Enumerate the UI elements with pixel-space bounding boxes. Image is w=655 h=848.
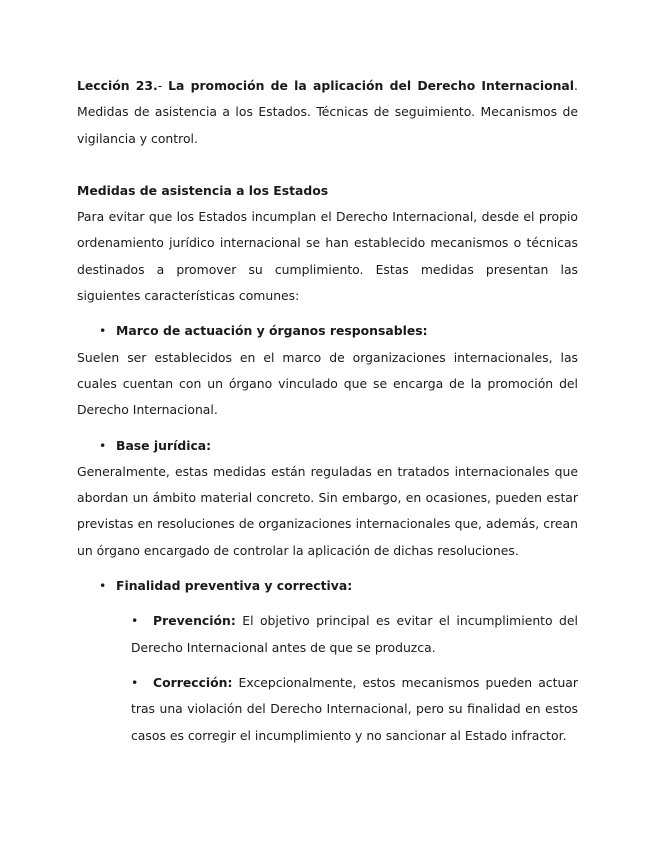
sub-bullet-item: [131, 670, 578, 749]
bullet-heading: Base jurídica:: [116, 437, 212, 453]
section-spacer: [77, 152, 578, 178]
bullet-icon: •: [99, 437, 107, 453]
bullet-body: Suelen ser establecidos en el marco de organizaciones internacionales, las cuales cuentan con un órgano vinculado que se encarga de la promoción del Derecho Internacional.: [77, 349, 578, 418]
sub-bullet-text: Excepcionalmente, estos mecanismos pueden actuar tras una violación del Derecho Internacional, pero su finalidad en estos casos es corregir el incumplimiento y no sancionar al Estado infractor.: [131, 674, 578, 743]
document-page: [77, 73, 578, 749]
lesson-label: Lección 23.: [77, 78, 158, 93]
nested-list: [77, 608, 578, 748]
bullet-heading: Marco de actuación y órganos responsables:: [116, 323, 428, 339]
lesson-topics: . Medidas de asistencia a los Estados. Técnicas de seguimiento. Mecanismos de vigilancia y control.: [77, 78, 578, 146]
section-intro: Para evitar que los Estados incumplan el Derecho Internacional, desde el propio ordenamiento jurídico internacional se han establecido mecanismos o técnicas destinados a promover su cumplimiento. Estas medidas presentan las siguientes características comunes:: [77, 209, 578, 304]
sub-bullet-label: Prevención:: [153, 613, 236, 629]
sub-bullet-label: Corrección:: [153, 674, 233, 690]
bullet-item: [77, 433, 578, 459]
bullet-heading: Finalidad preventiva y correctiva:: [116, 578, 353, 594]
sub-bullet-text: El objetivo principal es evitar el incumplimiento del Derecho Internacional antes de que se produzca.: [131, 613, 578, 655]
bullet-item: [77, 573, 578, 599]
lesson-separator: -: [157, 78, 163, 93]
bullet-icon: •: [131, 613, 139, 629]
bullet-icon: •: [131, 674, 139, 690]
section-heading: Medidas de asistencia a los Estados: [77, 182, 329, 198]
bullet-body: Generalmente, estas medidas están reguladas en tratados internacionales que abordan un ámbito material concreto. Sin embargo, en ocasiones, pueden estar previstas en resoluciones de organizaciones internacionales que, además, crean un órgano encargado de controlar la aplicación de dichas resoluciones.: [77, 463, 578, 558]
bullet-icon: •: [99, 578, 107, 594]
bullet-item: [77, 318, 578, 344]
bullet-icon: •: [99, 323, 107, 339]
lesson-title: La promoción de la aplicación del Derecho Internacional: [168, 78, 575, 93]
lesson-title-paragraph: [77, 73, 578, 152]
sub-bullet-item: [131, 608, 578, 661]
